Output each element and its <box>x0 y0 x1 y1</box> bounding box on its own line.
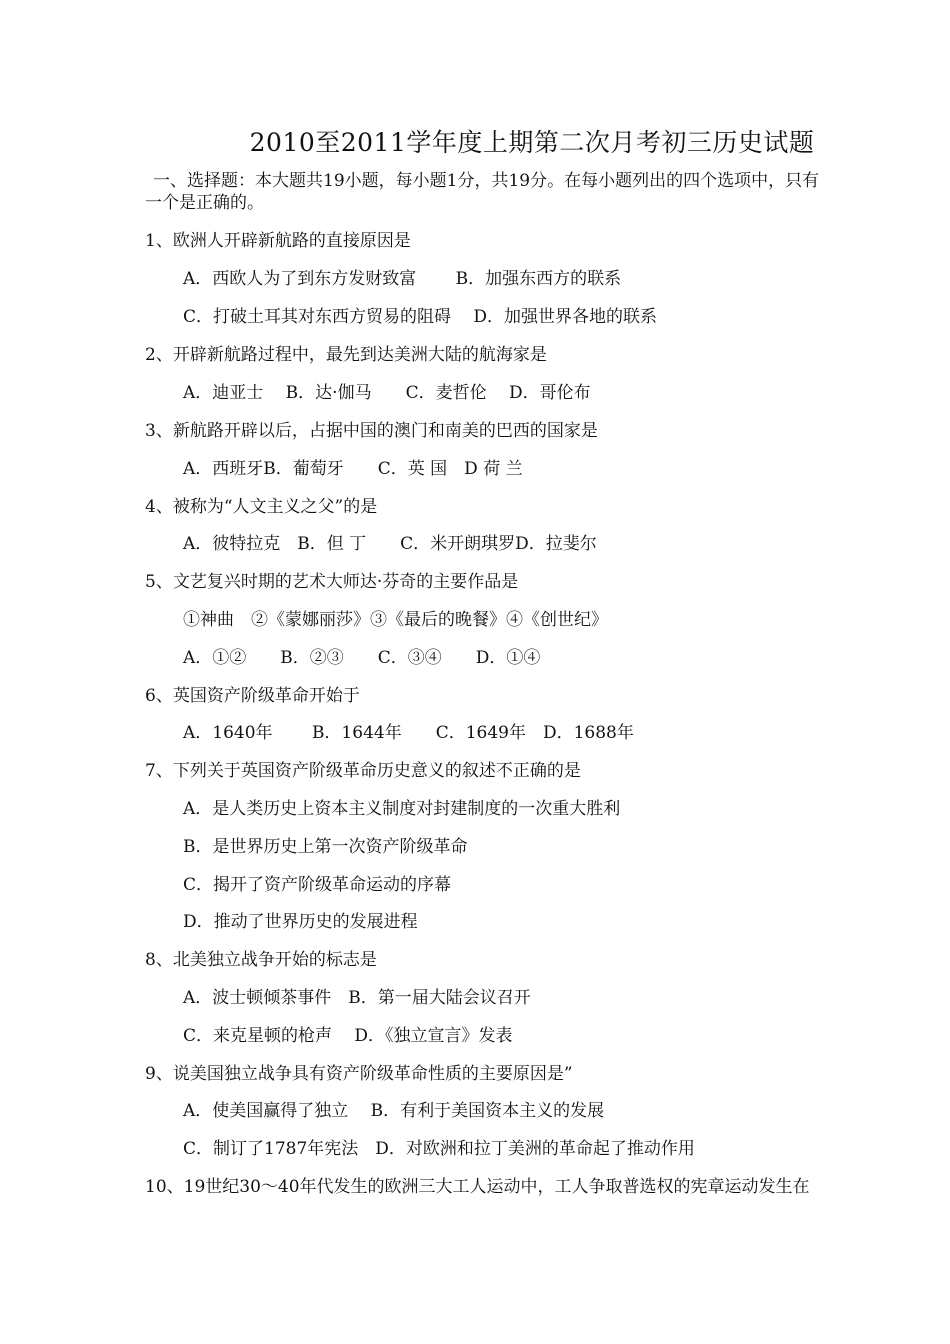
question-options: A．彼特拉克 B．但 丁 C．米开朗琪罗D．拉斐尔 <box>183 534 597 554</box>
question-stem: 9、说美国独立战争具有资产阶级革命性质的主要原因是” <box>145 1064 573 1084</box>
question-options: A．迪亚士 B．达·伽马 C．麦哲伦 D．哥伦布 <box>183 383 591 403</box>
question-options: A．使美国赢得了独立 B．有利于美国资本主义的发展 <box>183 1101 605 1121</box>
question-options: A．波士顿倾茶事件 B．第一届大陆会议召开 <box>183 988 531 1008</box>
question-options: D．推动了世界历史的发展进程 <box>183 912 418 932</box>
question-stem: 6、英国资产阶级革命开始于 <box>145 686 360 706</box>
question-stem: 5、文艺复兴时期的艺术大师达·芬奇的主要作品是 <box>145 572 519 592</box>
page-title: 2010至2011学年度上期第二次月考初三历史试题 <box>249 128 815 157</box>
question-stem: 1、欧洲人开辟新航路的直接原因是 <box>145 231 411 251</box>
question-options: A．1640年 B．1644年 C．1649年 D．1688年 <box>183 723 634 743</box>
question-options: ①神曲 ②《蒙娜丽莎》③《最后的晚餐》④《创世纪》 <box>183 610 608 630</box>
question-options: C．来克星顿的枪声 D．《独立宣言》发表 <box>183 1026 513 1046</box>
question-stem: 2、开辟新航路过程中，最先到达美洲大陆的航海家是 <box>145 345 547 365</box>
question-stem: 7、下列关于英国资产阶级革命历史意义的叙述不正确的是 <box>145 761 581 781</box>
question-stem: 4、被称为“人文主义之父”的是 <box>145 497 378 517</box>
question-options: A．是人类历史上资本主义制度对封建制度的一次重大胜利 <box>183 799 621 819</box>
question-options: A．①② B．②③ C．③④ D．①④ <box>183 648 541 668</box>
question-options: A．西欧人为了到东方发财致富 B．加强东西方的联系 <box>183 269 622 289</box>
question-options: A．西班牙B．葡萄牙 C．英 国 D 荷 兰 <box>183 459 523 479</box>
question-options: B．是世界历史上第一次资产阶级革命 <box>183 837 468 857</box>
question-stem: 3、新航路开辟以后，占据中国的澳门和南美的巴西的国家是 <box>145 421 598 441</box>
question-options: C．制订了1787年宪法 D．对欧洲和拉丁美洲的革命起了推动作用 <box>183 1139 695 1159</box>
question-options: C．打破土耳其对东西方贸易的阻碍 D．加强世界各地的联系 <box>183 307 658 327</box>
section-instructions: 一、选择题：本大题共19小题，每小题1分，共19分。在每小题列出的四个选项中，只有一个是正确的。 <box>145 171 820 213</box>
question-stem: 8、北美独立战争开始的标志是 <box>145 950 377 970</box>
question-options: C．揭开了资产阶级革命运动的序幕 <box>183 875 452 895</box>
question-stem: 10、19世纪30～40年代发生的欧洲三大工人运动中，工人争取普选权的宪章运动发生在 <box>145 1177 810 1197</box>
